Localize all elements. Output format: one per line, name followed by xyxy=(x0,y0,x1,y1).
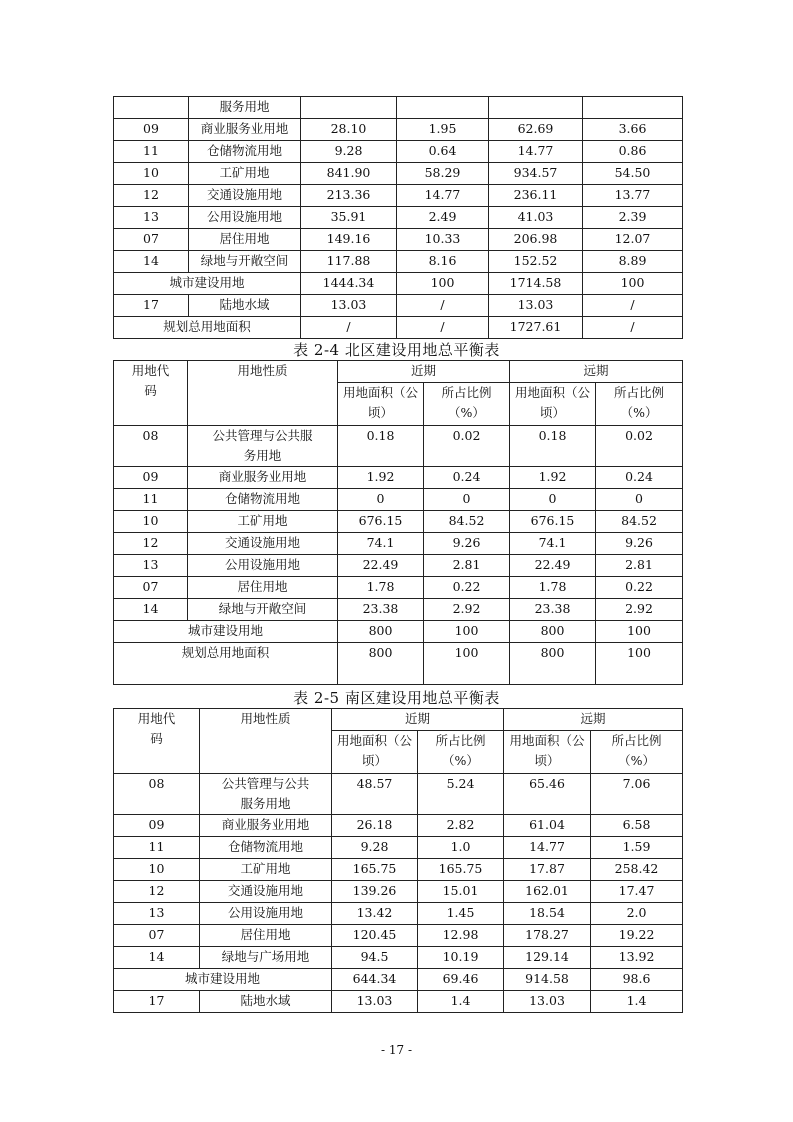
water-cell: / xyxy=(397,295,489,317)
table-row xyxy=(114,207,683,229)
area-far-cell: 236.11 xyxy=(489,185,583,207)
table-row xyxy=(114,426,683,467)
area-near-cell: 213.36 xyxy=(301,185,397,207)
total-land-row-value: 100 xyxy=(596,643,683,685)
land-code-cell: 10 xyxy=(114,163,189,185)
area-far-cell: 1.92 xyxy=(510,467,596,489)
land-code-cell: 10 xyxy=(114,859,200,881)
header-ratio-near: 所占比例（%） xyxy=(418,731,504,774)
land-nature-cell: 仓储物流用地 xyxy=(200,837,332,859)
ratio-far-cell: 0.22 xyxy=(596,577,683,599)
header-area-far: 用地面积（公顷） xyxy=(504,731,591,774)
ratio-near-cell: 1.0 xyxy=(418,837,504,859)
ratio-near-cell: 10.19 xyxy=(418,947,504,969)
table-row xyxy=(114,163,683,185)
ratio-far-cell: 0 xyxy=(596,489,683,511)
total-land-row-label: 规划总用地面积 xyxy=(114,643,338,685)
ratio-near-cell: 0.64 xyxy=(397,141,489,163)
land-nature-cell: 仓储物流用地 xyxy=(188,489,338,511)
area-near-cell: 1.78 xyxy=(338,577,424,599)
ratio-near-cell: 2.92 xyxy=(424,599,510,621)
land-nature-cell: 工矿用地 xyxy=(188,511,338,533)
area-near-cell: 139.26 xyxy=(332,881,418,903)
header-area-far: 用地面积（公顷） xyxy=(510,383,596,426)
ratio-near-cell: 0.02 xyxy=(424,426,510,467)
ratio-far-cell: 17.47 xyxy=(591,881,683,903)
area-near-cell: 149.16 xyxy=(301,229,397,251)
ratio-near-cell: 14.77 xyxy=(397,185,489,207)
table-row xyxy=(114,555,683,577)
area-near-cell: 0.18 xyxy=(338,426,424,467)
header-land-nature: 用地性质 xyxy=(200,709,332,774)
ratio-far-cell: 13.77 xyxy=(583,185,683,207)
ratio-near-cell: 12.98 xyxy=(418,925,504,947)
ratio-far-cell: 2.81 xyxy=(596,555,683,577)
header-area-near: 用地面积（公顷） xyxy=(338,383,424,426)
area-far-cell: 17.87 xyxy=(504,859,591,881)
area-far-cell: 65.46 xyxy=(504,774,591,815)
land-code-cell xyxy=(114,97,189,119)
urban-construction-row-value: 100 xyxy=(424,621,510,643)
water-cell: 13.03 xyxy=(489,295,583,317)
urban-construction-row-value: 100 xyxy=(397,273,489,295)
ratio-near-cell xyxy=(397,97,489,119)
table-row xyxy=(114,141,683,163)
table-north-land-balance xyxy=(113,360,683,685)
ratio-far-cell: 9.26 xyxy=(596,533,683,555)
area-far-cell: 62.69 xyxy=(489,119,583,141)
header-ratio-far: 所占比例（%） xyxy=(591,731,683,774)
area-far-cell: 22.49 xyxy=(510,555,596,577)
table-row xyxy=(114,119,683,141)
land-code-cell: 07 xyxy=(114,229,189,251)
area-near-cell: 28.10 xyxy=(301,119,397,141)
ratio-near-cell: 5.24 xyxy=(418,774,504,815)
land-nature-cell: 商业服务业用地 xyxy=(200,815,332,837)
area-near-cell: 48.57 xyxy=(332,774,418,815)
urban-construction-row-value: 1444.34 xyxy=(301,273,397,295)
land-nature-cell: 绿地与广场用地 xyxy=(200,947,332,969)
land-nature-cell: 商业服务业用地 xyxy=(189,119,301,141)
land-code-cell: 07 xyxy=(114,925,200,947)
total-land-row-value: 1727.61 xyxy=(489,317,583,339)
urban-construction-row-value: 69.46 xyxy=(418,969,504,991)
land-nature-cell: 仓储物流用地 xyxy=(189,141,301,163)
ratio-far-cell: 6.58 xyxy=(591,815,683,837)
land-nature-cell: 居住用地 xyxy=(200,925,332,947)
area-far-cell: 1.78 xyxy=(510,577,596,599)
header-near-term: 近期 xyxy=(338,361,510,383)
table-row xyxy=(114,859,683,881)
ratio-near-cell: 15.01 xyxy=(418,881,504,903)
urban-construction-row-value: 800 xyxy=(338,621,424,643)
land-code-cell: 09 xyxy=(114,815,200,837)
area-near-cell: 26.18 xyxy=(332,815,418,837)
table-row xyxy=(114,599,683,621)
header-land-code: 用地代码 xyxy=(114,709,200,774)
water-cell: 陆地水域 xyxy=(200,991,332,1013)
land-code-cell: 11 xyxy=(114,141,189,163)
urban-construction-row xyxy=(114,969,683,991)
land-nature-cell: 绿地与开敞空间 xyxy=(188,599,338,621)
ratio-far-cell: 258.42 xyxy=(591,859,683,881)
urban-construction-row-value: 1714.58 xyxy=(489,273,583,295)
area-far-cell: 14.77 xyxy=(504,837,591,859)
land-nature-cell: 公共管理与公共服务用地 xyxy=(188,426,338,467)
area-far-cell: 152.52 xyxy=(489,251,583,273)
table-row xyxy=(114,881,683,903)
land-code-cell: 14 xyxy=(114,599,188,621)
area-near-cell: 94.5 xyxy=(332,947,418,969)
area-near-cell: 841.90 xyxy=(301,163,397,185)
land-code-cell: 13 xyxy=(114,555,188,577)
area-near-cell: 13.42 xyxy=(332,903,418,925)
ratio-far-cell: 2.92 xyxy=(596,599,683,621)
land-nature-cell: 公用设施用地 xyxy=(189,207,301,229)
land-code-cell: 13 xyxy=(114,207,189,229)
ratio-near-cell: 2.81 xyxy=(424,555,510,577)
area-near-cell: 22.49 xyxy=(338,555,424,577)
urban-construction-row-value: 644.34 xyxy=(332,969,418,991)
page-number: - 17 - xyxy=(380,1043,412,1057)
urban-construction-row-label: 城市建设用地 xyxy=(114,273,301,295)
header-land-code: 用地代码 xyxy=(114,361,188,426)
table-row xyxy=(114,467,683,489)
land-code-cell: 11 xyxy=(114,837,200,859)
land-code-cell: 08 xyxy=(114,774,200,815)
urban-construction-row-value: 100 xyxy=(596,621,683,643)
table-row xyxy=(114,815,683,837)
ratio-far-cell: 84.52 xyxy=(596,511,683,533)
land-nature-cell: 工矿用地 xyxy=(189,163,301,185)
land-nature-cell: 公用设施用地 xyxy=(200,903,332,925)
total-land-row-value: / xyxy=(583,317,683,339)
table-row-water xyxy=(114,295,683,317)
area-far-cell: 18.54 xyxy=(504,903,591,925)
total-land-row xyxy=(114,643,683,685)
ratio-near-cell: 1.95 xyxy=(397,119,489,141)
urban-construction-row-label: 城市建设用地 xyxy=(114,969,332,991)
ratio-far-cell xyxy=(583,97,683,119)
table-row xyxy=(114,229,683,251)
land-code-cell: 12 xyxy=(114,185,189,207)
ratio-near-cell: 84.52 xyxy=(424,511,510,533)
table-caption-north: 表 2-4 北区建设用地总平衡表 xyxy=(293,341,500,359)
ratio-far-cell: 13.92 xyxy=(591,947,683,969)
ratio-far-cell: 54.50 xyxy=(583,163,683,185)
area-near-cell: 165.75 xyxy=(332,859,418,881)
header-near-term: 近期 xyxy=(332,709,504,731)
water-cell: 13.03 xyxy=(301,295,397,317)
table-row xyxy=(114,577,683,599)
land-code-cell: 09 xyxy=(114,119,189,141)
water-cell: 17 xyxy=(114,295,189,317)
ratio-far-cell: 12.07 xyxy=(583,229,683,251)
land-nature-cell: 居住用地 xyxy=(188,577,338,599)
table-row xyxy=(114,533,683,555)
ratio-far-cell: 19.22 xyxy=(591,925,683,947)
area-near-cell: 1.92 xyxy=(338,467,424,489)
total-land-row xyxy=(114,317,683,339)
urban-construction-row-value: 100 xyxy=(583,273,683,295)
urban-construction-row-label: 城市建设用地 xyxy=(114,621,338,643)
total-land-row-value: 800 xyxy=(510,643,596,685)
table-row xyxy=(114,511,683,533)
total-land-row-value: 800 xyxy=(338,643,424,685)
land-nature-cell: 交通设施用地 xyxy=(189,185,301,207)
table-row xyxy=(114,97,683,119)
header-ratio-far: 所占比例（%） xyxy=(596,383,683,426)
ratio-near-cell: 9.26 xyxy=(424,533,510,555)
area-near-cell: 23.38 xyxy=(338,599,424,621)
table-row xyxy=(114,185,683,207)
area-far-cell: 74.1 xyxy=(510,533,596,555)
total-land-row-value: / xyxy=(397,317,489,339)
urban-construction-row-value: 98.6 xyxy=(591,969,683,991)
area-far-cell: 0 xyxy=(510,489,596,511)
area-far-cell: 934.57 xyxy=(489,163,583,185)
area-near-cell: 35.91 xyxy=(301,207,397,229)
header-area-near: 用地面积（公顷） xyxy=(332,731,418,774)
land-nature-cell: 商业服务业用地 xyxy=(188,467,338,489)
land-nature-cell: 工矿用地 xyxy=(200,859,332,881)
ratio-near-cell: 1.45 xyxy=(418,903,504,925)
land-nature-cell: 绿地与开敞空间 xyxy=(189,251,301,273)
header-ratio-near: 所占比例（%） xyxy=(424,383,510,426)
ratio-near-cell: 0 xyxy=(424,489,510,511)
table-row xyxy=(114,251,683,273)
land-code-cell: 13 xyxy=(114,903,200,925)
land-code-cell: 07 xyxy=(114,577,188,599)
land-code-cell: 09 xyxy=(114,467,188,489)
water-cell: / xyxy=(583,295,683,317)
area-near-cell: 74.1 xyxy=(338,533,424,555)
table-row xyxy=(114,925,683,947)
total-land-row-label: 规划总用地面积 xyxy=(114,317,301,339)
land-code-cell: 14 xyxy=(114,251,189,273)
table-south-land-balance xyxy=(113,708,683,1013)
header-long-term: 远期 xyxy=(510,361,683,383)
land-code-cell: 10 xyxy=(114,511,188,533)
area-far-cell: 129.14 xyxy=(504,947,591,969)
ratio-near-cell: 0.22 xyxy=(424,577,510,599)
area-near-cell xyxy=(301,97,397,119)
land-code-cell: 14 xyxy=(114,947,200,969)
land-code-cell: 08 xyxy=(114,426,188,467)
area-near-cell: 9.28 xyxy=(301,141,397,163)
area-far-cell: 676.15 xyxy=(510,511,596,533)
table-caption-south: 表 2-5 南区建设用地总平衡表 xyxy=(293,689,500,707)
water-cell: 1.4 xyxy=(418,991,504,1013)
land-nature-cell: 交通设施用地 xyxy=(188,533,338,555)
ratio-near-cell: 58.29 xyxy=(397,163,489,185)
land-code-cell: 12 xyxy=(114,881,200,903)
land-nature-cell: 公共管理与公共服务用地 xyxy=(200,774,332,815)
water-cell: 13.03 xyxy=(332,991,418,1013)
area-far-cell: 0.18 xyxy=(510,426,596,467)
land-code-cell: 11 xyxy=(114,489,188,511)
water-cell: 陆地水域 xyxy=(189,295,301,317)
table-continued xyxy=(113,96,683,339)
urban-construction-row xyxy=(114,273,683,295)
area-far-cell: 206.98 xyxy=(489,229,583,251)
urban-construction-row-value: 800 xyxy=(510,621,596,643)
total-land-row-value: / xyxy=(301,317,397,339)
water-cell: 13.03 xyxy=(504,991,591,1013)
area-far-cell: 23.38 xyxy=(510,599,596,621)
land-code-cell: 12 xyxy=(114,533,188,555)
ratio-near-cell: 8.16 xyxy=(397,251,489,273)
area-near-cell: 120.45 xyxy=(332,925,418,947)
total-land-row-value: 100 xyxy=(424,643,510,685)
ratio-far-cell: 3.66 xyxy=(583,119,683,141)
area-near-cell: 117.88 xyxy=(301,251,397,273)
table-row xyxy=(114,489,683,511)
table-row-water xyxy=(114,991,683,1013)
ratio-near-cell: 10.33 xyxy=(397,229,489,251)
area-far-cell: 61.04 xyxy=(504,815,591,837)
ratio-far-cell: 0.86 xyxy=(583,141,683,163)
table-row xyxy=(114,837,683,859)
ratio-far-cell: 8.89 xyxy=(583,251,683,273)
urban-construction-row-value: 914.58 xyxy=(504,969,591,991)
header-land-nature: 用地性质 xyxy=(188,361,338,426)
water-cell: 1.4 xyxy=(591,991,683,1013)
land-nature-cell: 服务用地 xyxy=(189,97,301,119)
land-nature-cell: 居住用地 xyxy=(189,229,301,251)
area-far-cell: 14.77 xyxy=(489,141,583,163)
land-nature-cell: 公用设施用地 xyxy=(188,555,338,577)
area-near-cell: 0 xyxy=(338,489,424,511)
area-near-cell: 9.28 xyxy=(332,837,418,859)
table-row xyxy=(114,774,683,815)
table-row xyxy=(114,947,683,969)
header-long-term: 远期 xyxy=(504,709,683,731)
urban-construction-row xyxy=(114,621,683,643)
land-nature-cell: 交通设施用地 xyxy=(200,881,332,903)
water-cell: 17 xyxy=(114,991,200,1013)
ratio-far-cell: 2.39 xyxy=(583,207,683,229)
ratio-far-cell: 7.06 xyxy=(591,774,683,815)
ratio-far-cell: 0.24 xyxy=(596,467,683,489)
ratio-near-cell: 0.24 xyxy=(424,467,510,489)
area-far-cell xyxy=(489,97,583,119)
area-far-cell: 41.03 xyxy=(489,207,583,229)
ratio-far-cell: 2.0 xyxy=(591,903,683,925)
ratio-near-cell: 165.75 xyxy=(418,859,504,881)
ratio-near-cell: 2.49 xyxy=(397,207,489,229)
area-near-cell: 676.15 xyxy=(338,511,424,533)
ratio-far-cell: 0.02 xyxy=(596,426,683,467)
area-far-cell: 162.01 xyxy=(504,881,591,903)
area-far-cell: 178.27 xyxy=(504,925,591,947)
ratio-far-cell: 1.59 xyxy=(591,837,683,859)
ratio-near-cell: 2.82 xyxy=(418,815,504,837)
table-row xyxy=(114,903,683,925)
